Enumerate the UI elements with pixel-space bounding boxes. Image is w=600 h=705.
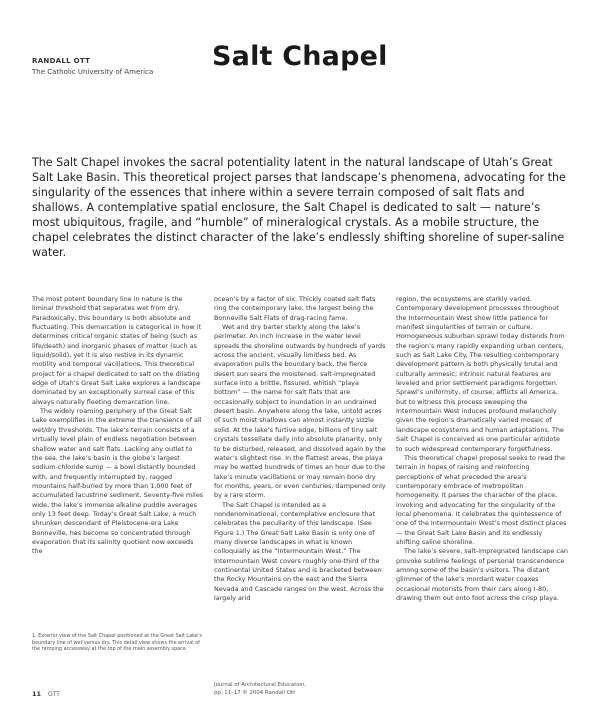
paragraph: The lake’s severe, salt-impregnated landscape can provoke sublime feelings of personal transcendence among some of the basin’s visitors. The distant glimmer of the lake’s mordant water coaxes occasional motorists from their cars along I-80, drawing them out onto foot across the crisp playa.: [396, 547, 568, 602]
journal-line-2: pp. 11–17 © 2004 Randall Ott: [214, 690, 296, 696]
page-footer: [32, 690, 60, 698]
author-name: RANDALL OTT: [32, 57, 91, 65]
body-column-1: [32, 295, 204, 557]
paragraph: region, the ecosystems are starkly varied. Contemporary development processes throughout the Intermountain West show little patience for manifest singularities of terrain or culture. Homogeneous suburban sprawl today distends from the region’s many rapidly expanding urban centers, such as Salt Lake City. The resulting contemporary development pattern is both physically brutal and culturally amnesic; intrinsic natural features are leveled and prior settlement paradigms forgotten. Sprawl’s uniformity, of course, afflicts all America, but to witness this process sweeping the Intermountain West induces profound melancholy given the region’s dramatically varied mosaic of landscape ecosystems and human adaptations. The Salt Chapel is conceived as one particular antidote to such widespread contemporary forgetfulness.: [396, 295, 565, 453]
journal-citation: [214, 681, 306, 697]
paragraph: The widely roaming periphery of the Great Salt Lake exemplifies in the extreme the transience of all wet/dry thresholds. The lake’s terrain consists of a virtually level plain of endless negotiation between shallow water and salt flats. Lacking any outlet to the sea, the lake’s basin is the globe’s largest sodium-chloride sump — a bowl distantly bounded with, and frequently interrupted by, ragged mountains half-buried by more than 1,000 feet of accumulated lacustrine sediment. Seventy-five miles wide, the lake’s immense alkaline puddle averages only 13 feet deep. Today’s Great Salt Lake, a much shrunken descendant of Pleistocene-era Lake Bonneville, has become so concentrated through evaporation that its salinity quotient now exceeds the: [32, 407, 204, 556]
paragraph: This theoretical chapel proposal seeks to read the terrain in hopes of raising and reinforcing perceptions of what preceded the area’s contemporary embrace of metropolitan homogeneity. It parses the character of the place, invoking and advocating for the singularity of the local phenomena. It celebrates the quintessence of one of the Intermountain West’s most distinct places — the Great Salt Lake Basin and its endlessly shifting saline shoreline.: [396, 453, 567, 546]
paragraph: ocean’s by a factor of six. Thickly coated salt flats ring the contemporary lake, the largest being the Bonneville Salt Flats of drag-racing fame.: [214, 295, 376, 322]
author-affiliation: The Catholic University of America: [32, 68, 154, 76]
figure-caption: 1. Exterior view of the Salt Chapel positioned at the Great Salt Lake’s boundary line of wet versus dry. This detail view shows the arrival of the ramping accessway at the top of the main assembly space.: [32, 633, 202, 653]
body-column-3: [396, 295, 568, 603]
article-title: Salt Chapel: [212, 41, 388, 72]
abstract: The Salt Chapel invokes the sacral potentiality latent in the natural landscape of Utah’s Great Salt Lake Basin. This theoretical project parses that landscape’s phenomena, advocating for the singularity of the essences that inhere within a severe terrain composed of salt flats and shallows. A contemplative spatial enclosure, the Salt Chapel is dedicated to salt — nature’s most ubiquitous, fragile, and “humble” of mineralogical crystals. As a mobile structure, the chapel celebrates the distinct character of the lake’s endlessly shifting shoreline of super-saline water.: [32, 156, 566, 259]
page-number: 11: [32, 690, 42, 698]
body-column-2: [214, 295, 386, 603]
running-head: OTT: [47, 691, 60, 698]
paragraph: Wet and dry barter starkly along the lake’s perimeter. An inch increase in the water level spreads the shoreline outwards by hundreds of yards across the ancient, visually limitless bed. As evaporation pulls the boundary back, the fierce desert sun sears the moistened, salt-impregnated surface into a brittle, fissured, whitish “playa bottom” — the name for salt flats that are occasionally subject to inundation in an undrained desert basin. Anywhere along the lake, untold acres of such moist shallows can almost instantly sizzle solid. At the lake’s furtive edge, billions of tiny salt crystals tessellate daily into absolute planarity, only to be disturbed, released, and dissolved again by the water’s slightest rise. In the flattest areas, the playa may be wetted hundreds of times an hour due to the lake’s minute vacillations or may remain bone dry for months, years, or even centuries, dampened only by a rare storm.: [214, 323, 386, 500]
paragraph: The most potent boundary line in nature is the liminal threshold that separates wet from dry. Paradoxically, this boundary is both absolute and fluctuating. This demarcation is categorical in how it determines critical organic states of being (such as life/death) and inorganic phases of matter (such as liquid/solid), yet it is also restive in its dynamic motility and temporal vacillations. This theoretical project for a chapel dedicated to salt on the dilating edge of Utah’s Great Salt Lake explores a landscape dominated by an exceptionally surreal case of this always naturally fleeting demarcation line.: [32, 295, 202, 406]
paragraph: The Salt Chapel is intended as a nondenominational, contemplative enclosure that celebrates the peculiarity of this landscape. (See Figure 1.) The Great Salt Lake Basin is only one of many diverse landscapes in what is known colloquially as the “Intermountain West.” The Intermountain West covers roughly one-third of the continental United States and is bracketed between the Rocky Mountains on the east and the Sierra Nevada and Cascade ranges on the west. Across the largely arid: [214, 500, 384, 602]
journal-line-1: Journal of Architectural Education,: [214, 682, 307, 688]
